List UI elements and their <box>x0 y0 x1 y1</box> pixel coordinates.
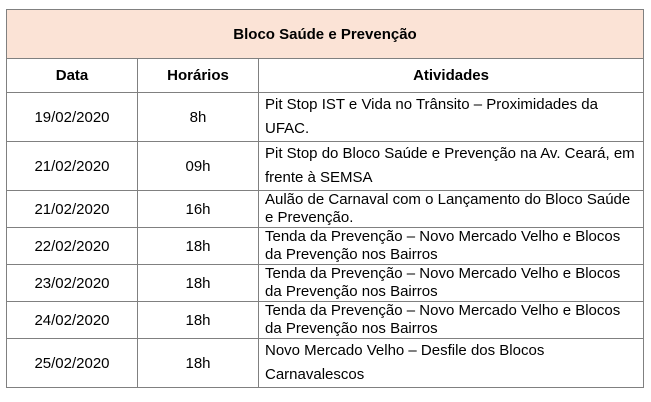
header-row <box>7 59 644 93</box>
date-cell: 19/02/2020 <box>7 93 138 142</box>
table-row <box>7 93 644 142</box>
activity-cell: Aulão de Carnaval com o Lançamento do Bloco Saúde e Prevenção. <box>259 191 644 228</box>
date-cell: 25/02/2020 <box>7 339 138 388</box>
activity-cell: Pit Stop IST e Vida no Trânsito – Proximidades da UFAC. <box>259 93 644 142</box>
time-cell: 18h <box>138 339 259 388</box>
date-cell: 21/02/2020 <box>7 142 138 191</box>
column-header-time: Horários <box>138 59 259 93</box>
activity-cell: Novo Mercado Velho – Desfile dos Blocos Carnavalescos <box>259 339 644 388</box>
time-cell: 8h <box>138 93 259 142</box>
time-cell: 09h <box>138 142 259 191</box>
activity-cell: Tenda da Prevenção – Novo Mercado Velho e Blocos da Prevenção nos Bairros <box>259 265 644 302</box>
table-row <box>7 302 644 339</box>
activity-cell: Tenda da Prevenção – Novo Mercado Velho e Blocos da Prevenção nos Bairros <box>259 302 644 339</box>
table-title: Bloco Saúde e Prevenção <box>7 10 644 59</box>
title-row <box>7 10 644 59</box>
column-header-activities: Atividades <box>259 59 644 93</box>
activity-cell: Pit Stop do Bloco Saúde e Prevenção na Av. Ceará, em frente à SEMSA <box>259 142 644 191</box>
column-header-date: Data <box>7 59 138 93</box>
table-row <box>7 191 644 228</box>
time-cell: 18h <box>138 265 259 302</box>
table-row <box>7 339 644 388</box>
date-cell: 24/02/2020 <box>7 302 138 339</box>
date-cell: 23/02/2020 <box>7 265 138 302</box>
table-row <box>7 142 644 191</box>
time-cell: 18h <box>138 228 259 265</box>
date-cell: 22/02/2020 <box>7 228 138 265</box>
table-row <box>7 228 644 265</box>
time-cell: 16h <box>138 191 259 228</box>
activity-cell: Tenda da Prevenção – Novo Mercado Velho e Blocos da Prevenção nos Bairros <box>259 228 644 265</box>
schedule-table <box>6 9 644 388</box>
time-cell: 18h <box>138 302 259 339</box>
date-cell: 21/02/2020 <box>7 191 138 228</box>
table-row <box>7 265 644 302</box>
